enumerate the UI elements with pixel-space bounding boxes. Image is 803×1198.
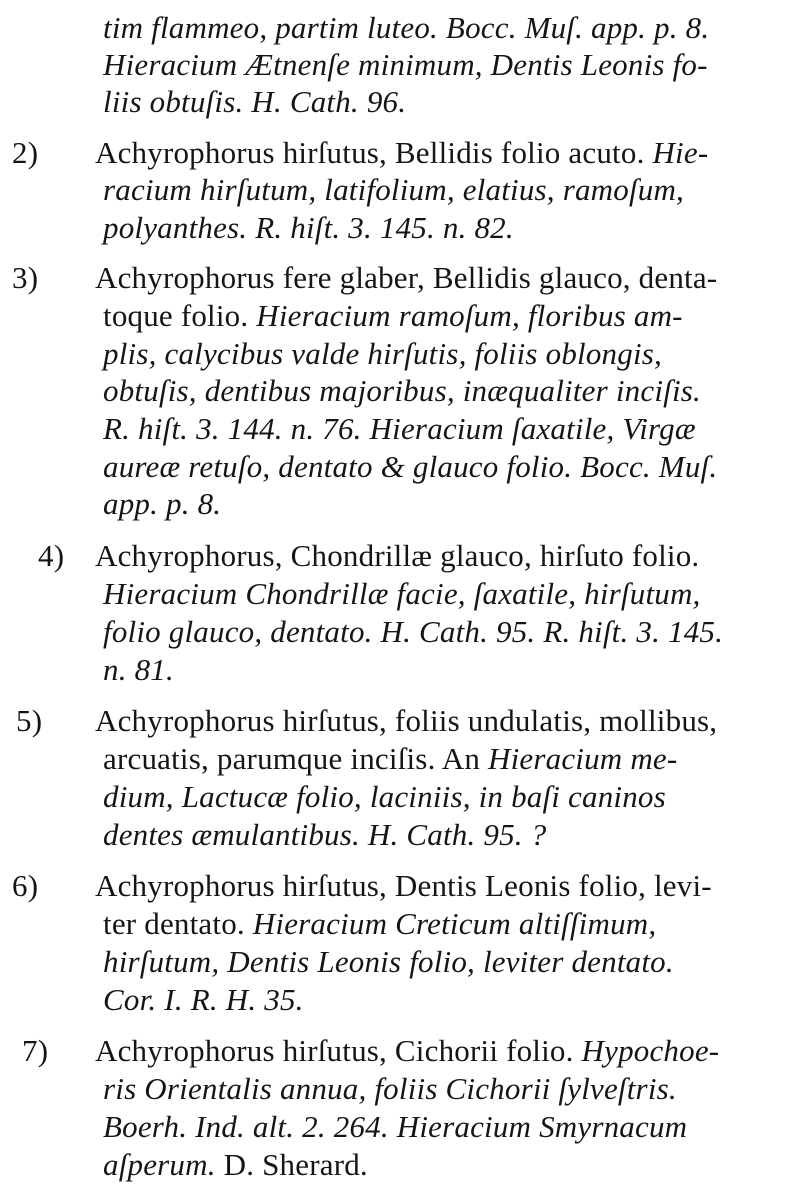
text-line — [103, 409, 696, 449]
roman-text: Achyrophorus fere glaber, Bellidis glauco, denta- — [95, 260, 718, 295]
text-line — [103, 447, 717, 487]
item-number: 5) — [16, 703, 43, 738]
italic-text: Hypochoe- — [581, 1033, 720, 1068]
item-number: 2) — [12, 135, 39, 170]
italic-text: aureæ retuſo, dentato & glauco folio. Bocc. Muſ. — [103, 449, 718, 484]
italic-text: Hieracium Ætnenſe minimum, Dentis Leonis fo- — [103, 47, 708, 82]
roman-text: Achyrophorus, Chondrillæ glauco, hirſuto folio. — [95, 538, 700, 573]
roman-text: Achyrophorus hirſutus, Bellidis folio acuto. — [95, 135, 653, 170]
text-line — [103, 484, 221, 524]
roman-text: ter dentato. — [103, 906, 253, 941]
italic-text: n. 81. — [103, 652, 174, 687]
italic-text: Hieracium Chondrillæ facie, ſaxatile, hirſutum, — [103, 576, 701, 611]
italic-text: tim flammeo, partim luteo. Bocc. Muſ. app. p. 8. — [103, 10, 710, 45]
roman-text: Achyrophorus hirſutus, foliis undulatis, mollibus, — [95, 703, 718, 738]
roman-text: D. Sherard. — [223, 1147, 368, 1182]
italic-text: racium hirſutum, latifolium, elatius, ramoſum, — [103, 172, 684, 207]
text-line — [103, 1107, 687, 1147]
italic-text: plis, calycibus valde hirſutis, foliis oblongis, — [103, 336, 662, 371]
item-number: 7) — [22, 1033, 49, 1068]
text-line — [103, 208, 514, 248]
text-line — [103, 1069, 677, 1109]
text-line — [103, 8, 709, 48]
text-line — [103, 612, 723, 652]
italic-text: Boerh. Ind. alt. 2. 264. Hieracium Smyrnacum — [103, 1109, 688, 1144]
text-line — [103, 296, 683, 336]
item-number: 6) — [12, 868, 39, 903]
text-line — [103, 371, 701, 411]
text-line — [38, 536, 699, 576]
text-line — [12, 866, 712, 906]
italic-text: aſperum. — [103, 1147, 224, 1182]
italic-text: ris Orientalis annua, foliis Cichorii ſylveſtris. — [103, 1071, 677, 1106]
item-number: 3) — [12, 260, 39, 295]
text-line — [103, 942, 674, 982]
italic-text: R. hiſt. 3. 144. n. 76. Hieracium ſaxatile, Virgæ — [103, 411, 696, 446]
text-line — [103, 739, 677, 779]
text-line — [103, 650, 174, 690]
text-line — [103, 777, 666, 817]
text-line — [103, 82, 406, 122]
italic-text: dium, Lactucæ folio, laciniis, in baſi caninos — [103, 779, 666, 814]
italic-text: Hieracium me- — [488, 741, 678, 776]
italic-text: app. p. 8. — [103, 486, 222, 521]
italic-text: liis obtuſis. H. Cath. 96. — [103, 84, 407, 119]
text-line — [12, 258, 717, 298]
italic-text: polyanthes. R. hiſt. 3. 145. n. 82. — [103, 210, 514, 245]
roman-text: arcuatis, parumque inciſis. An — [103, 741, 488, 776]
text-line — [103, 904, 656, 944]
italic-text: Hieracium Creticum altiſſimum, — [252, 906, 657, 941]
italic-text: dentes æmulantibus. H. Cath. 95. ? — [103, 817, 547, 852]
roman-text: Achyrophorus hirſutus, Dentis Leonis folio, levi- — [95, 868, 712, 903]
italic-text: obtuſis, dentibus majoribus, inæqualiter inciſis. — [103, 373, 701, 408]
text-line — [12, 133, 708, 173]
roman-text: toque folio. — [103, 298, 257, 333]
text-line — [103, 815, 546, 855]
text-line — [103, 334, 662, 374]
italic-text: Hie- — [652, 135, 709, 170]
text-line — [103, 170, 684, 210]
text-line — [103, 1145, 368, 1185]
italic-text: hirſutum, Dentis Leonis folio, leviter dentato. — [103, 944, 674, 979]
italic-text: Cor. I. R. H. 35. — [103, 982, 304, 1017]
text-line — [103, 980, 304, 1020]
text-line — [103, 574, 701, 614]
text-line — [22, 1031, 719, 1071]
text-line — [16, 701, 717, 741]
italic-text: Hieracium ramoſum, floribus am- — [256, 298, 683, 333]
text-line — [103, 45, 708, 85]
roman-text: Achyrophorus hirſutus, Cichorii folio. — [95, 1033, 582, 1068]
italic-text: folio glauco, dentato. H. Cath. 95. R. hiſt. 3. 145. — [103, 614, 724, 649]
item-number: 4) — [38, 538, 65, 573]
